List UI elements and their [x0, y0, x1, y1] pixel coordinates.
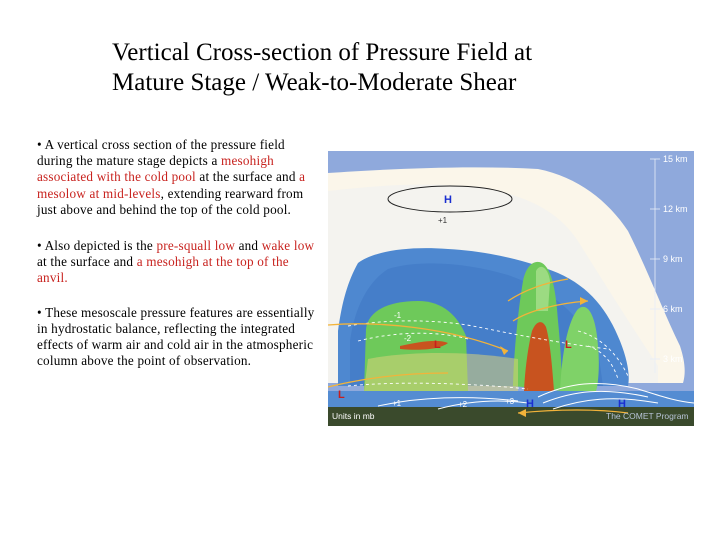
wake-low-label: L — [565, 339, 572, 351]
mesohigh-anvil-label: H — [444, 194, 452, 206]
altitude-label-3: 3 km — [663, 354, 683, 364]
updraft-top-highlight — [536, 267, 550, 311]
contour-value-plus2: +2 — [458, 400, 468, 409]
mesohigh-cold-pool-label: H — [526, 398, 534, 410]
bullet-1-text-c: , extending rearward from just above and behind the top of the cold pool. — [37, 185, 304, 217]
bullet-3-text: • These mesoscale pressure features are essentially in hydrostatic balance, reflecting the integrated effects of warm air and cold air in the atmospheric column above the point of observation. — [37, 304, 315, 369]
bullet-surface-lows — [37, 238, 322, 287]
bullet-1-highlight-mesohigh: mesohigh associated with the cold pool — [37, 153, 274, 185]
contour-value-plus3: +3 — [505, 397, 515, 406]
bullet-1-text-b: at the surface and — [195, 169, 300, 185]
contour-value-minus2: -2 — [404, 334, 412, 343]
altitude-label-12: 12 km — [663, 204, 688, 214]
presquall-low-label: L — [338, 389, 345, 401]
credit-label: The COMET Program — [606, 411, 689, 421]
surface-high-label: H — [618, 398, 626, 410]
contour-value-top: +1 — [438, 216, 448, 225]
bullet-1-text-a: • A vertical cross section of the pressure field during the mature stage depicts a — [37, 137, 285, 169]
cross-section-figure — [328, 151, 694, 426]
bullet-2-highlight-wake-low: wake low — [261, 238, 315, 254]
slide-title-line-1: Vertical Cross-section of Pressure Field at — [112, 39, 533, 66]
altitude-label-15: 15 km — [663, 154, 688, 164]
contour-value-minus1: -1 — [394, 311, 402, 320]
slide-title — [112, 38, 692, 98]
bullet-2-highlight-presquall-low: pre-squall low — [156, 238, 236, 254]
bullet-2-highlight-anvil-mesohigh: a mesohigh at the top of the anvil. — [37, 254, 289, 286]
bullet-hydrostatic-balance — [37, 305, 322, 370]
altitude-label-9: 9 km — [663, 254, 683, 264]
bullet-2-text-b: and — [235, 238, 262, 254]
contour-value-plus1: +1 — [392, 399, 402, 408]
slide-title-line-2: Mature Stage / Weak-to-Moderate Shear — [112, 69, 517, 96]
bullet-cross-section — [37, 137, 322, 218]
bullet-list — [37, 137, 322, 387]
units-label: Units in mb — [332, 411, 375, 421]
stratiform-region — [364, 353, 518, 391]
bullet-2-text-a: • Also depicted is the — [37, 238, 157, 254]
bullet-2-text-c: at the surface and — [37, 254, 137, 270]
mesolow-label: L — [434, 339, 441, 351]
cross-section-svg — [328, 151, 694, 426]
altitude-label-6: 6 km — [663, 304, 683, 314]
bullet-1-highlight-mesolow: a mesolow at mid-levels — [37, 169, 306, 201]
